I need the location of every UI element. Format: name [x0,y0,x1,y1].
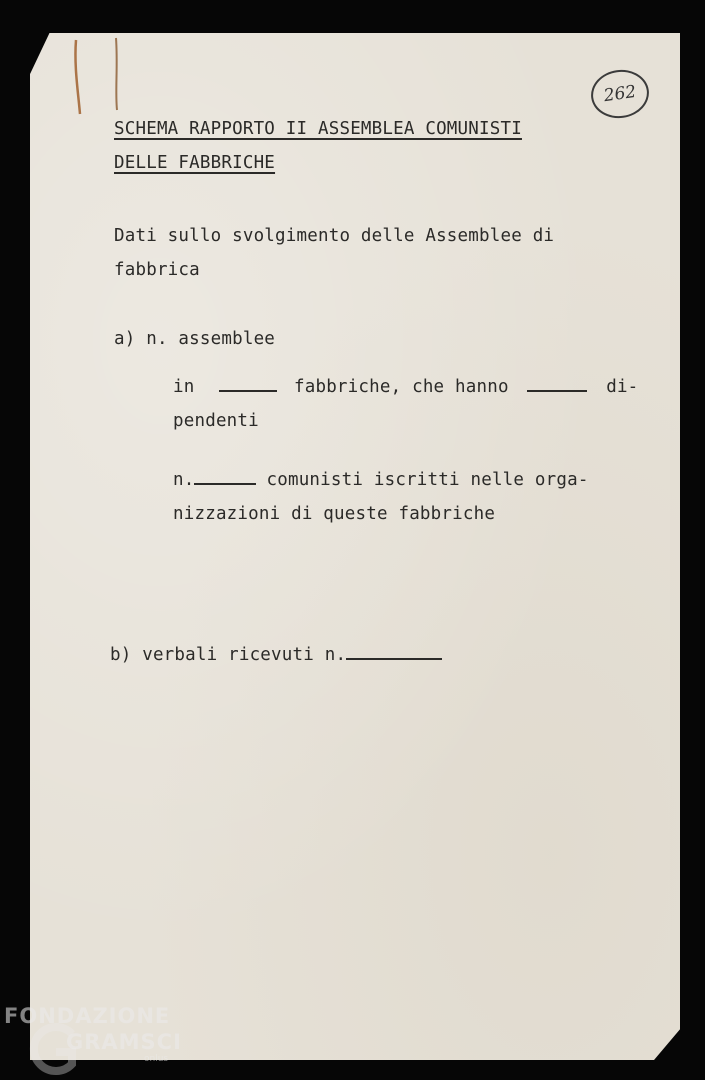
item-a-line-4: nizzazioni di queste fabbriche [173,504,496,524]
factories-count-blank [219,376,277,392]
item-a-line-1-part-3: di- [606,377,639,397]
document-sheet [30,33,680,1060]
archive-number-stamp: 262 [588,66,652,122]
item-a-line-1-part-2: fabbriche, che hanno [293,377,509,397]
staple-rust-mark [70,36,126,118]
item-a-label: a) n. assemblee [114,329,276,349]
item-a-line-1 [173,376,638,397]
watermark-line-1: FONDAZIONE [4,1004,171,1028]
communists-count-blank [194,469,256,485]
fondazione-gramsci-watermark [0,1000,200,1080]
document-title-line-1: SCHEMA RAPPORTO II ASSEMBLEA COMUNISTI [114,119,522,139]
intro-line-1: Dati sullo svolgimento delle Assemblee di [114,226,555,246]
item-b-label: b) verbali ricevuti n. [110,645,347,665]
document-title-line-2: DELLE FABBRICHE [114,153,276,173]
item-a-line-3 [173,469,589,490]
item-b-line [110,644,442,665]
item-a-line-1-part-1: in [173,377,195,397]
item-a-line-3-part-1: n. [173,470,195,490]
intro-line-2: fabbrica [114,260,200,280]
employees-count-blank [527,376,587,392]
item-a-line-2: pendenti [173,411,259,431]
item-a-line-3-part-2: comunisti iscritti nelle orga- [266,470,589,490]
watermark-line-2: GRAMSCI [66,1030,182,1054]
watermark-line-3: onlus [144,1054,169,1064]
minutes-count-blank [346,644,442,660]
